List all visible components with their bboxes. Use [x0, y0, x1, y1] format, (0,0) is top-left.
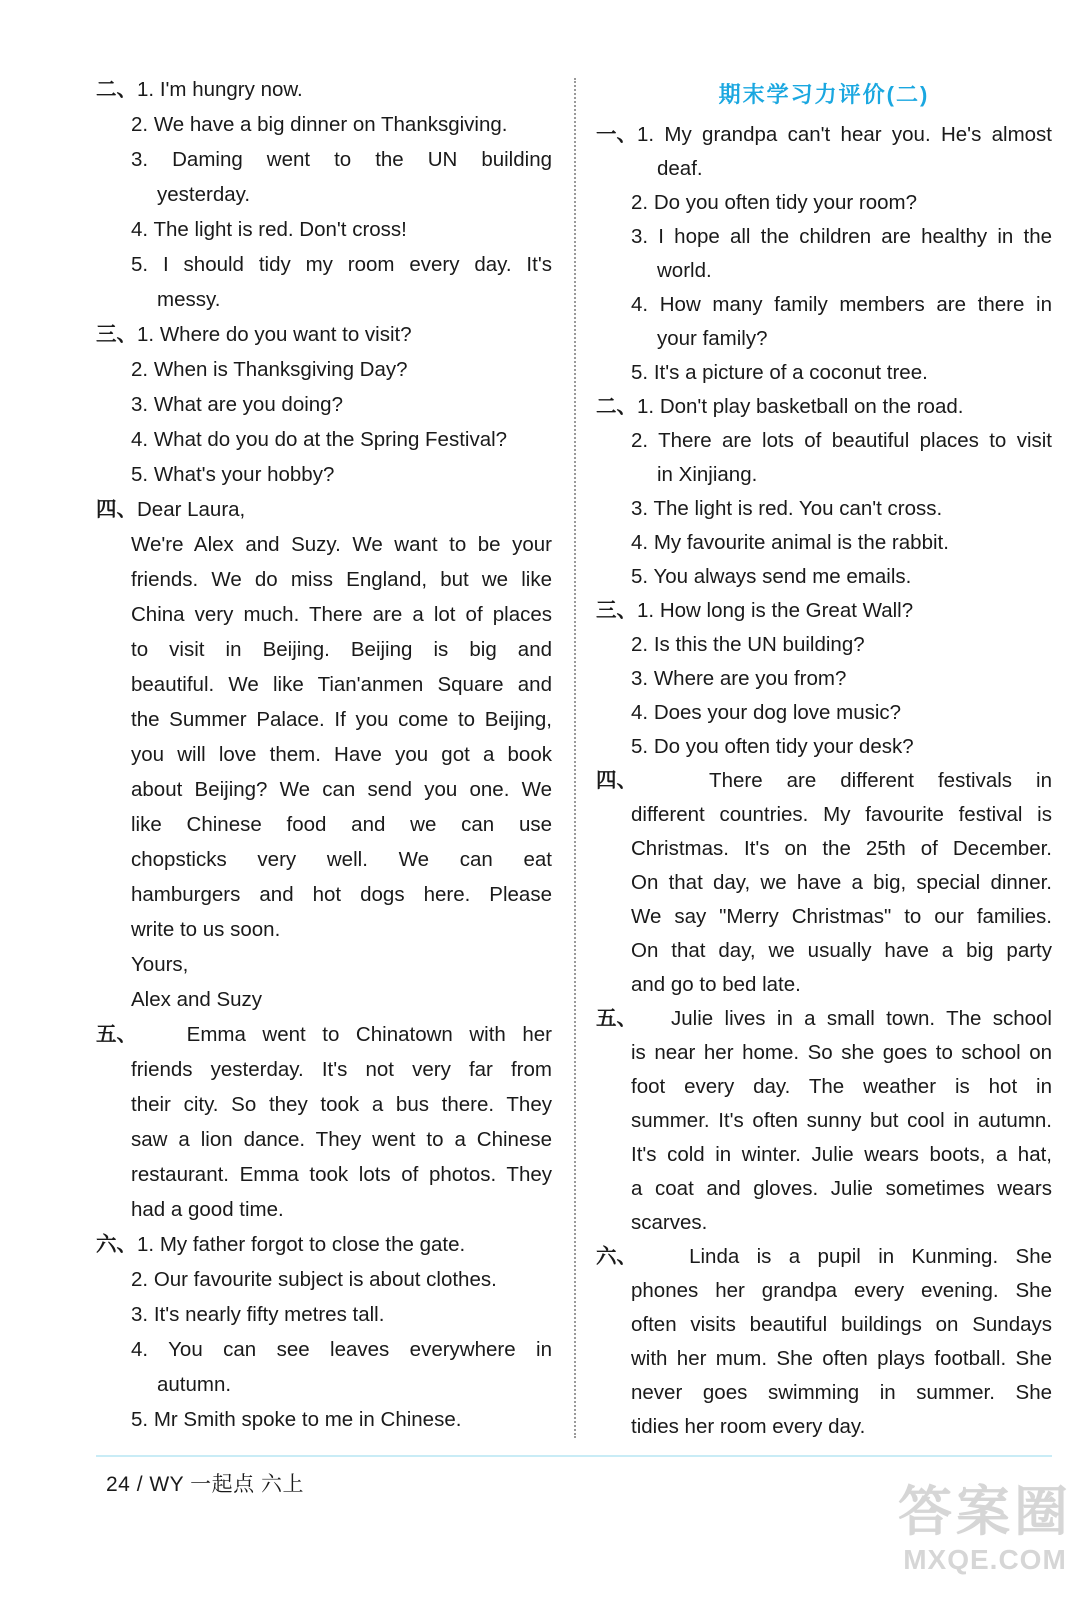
passage-line: a coat and gloves. Julie sometimes wears	[631, 1177, 1052, 1200]
item-number: 5.	[631, 565, 649, 588]
answer-text: What do you do at the Spring Festival?	[153, 428, 508, 451]
item-number: 2.	[631, 191, 649, 214]
answer-line	[96, 457, 552, 492]
section-label: 六、	[596, 1245, 637, 1268]
item-number: 5.	[631, 361, 649, 384]
passage-line: On that day, we usually have a big party	[631, 939, 1052, 962]
passage-line: their city. So they took a bus there. They	[131, 1093, 552, 1116]
answer-text: What are you doing?	[153, 393, 343, 416]
answer-line	[96, 247, 552, 282]
section-label: 四、	[96, 498, 137, 521]
answer-line	[596, 186, 1052, 220]
answer-text: It's a picture of a coconut tree.	[653, 361, 928, 384]
letter-line: write to us soon.	[131, 918, 281, 941]
answer-line	[96, 1332, 552, 1367]
item-number: 1.	[637, 599, 655, 622]
watermark-title: 答案圈	[898, 1482, 1072, 1542]
passage-line: summer. It's often sunny but cool in autumn.	[631, 1109, 1052, 1132]
answer-line	[596, 356, 1052, 390]
item-number: 3.	[131, 393, 149, 416]
answer-line	[596, 1240, 1052, 1274]
answer-line	[596, 390, 1052, 424]
passage-line: phones her grandpa every evening. She	[631, 1279, 1052, 1302]
answer-text: When is Thanksgiving Day?	[153, 358, 408, 381]
letter-line: China very much. There are a lot of places	[131, 603, 552, 626]
answer-text: Our favourite subject is about clothes.	[153, 1268, 497, 1291]
answer-text: The light is red. Don't cross!	[153, 218, 407, 241]
item-number: 4.	[631, 293, 649, 316]
answer-continuation: yesterday.	[157, 183, 251, 206]
item-number: 4.	[631, 701, 649, 724]
answer-line	[96, 317, 552, 352]
answer-text: Where are you from?	[653, 667, 847, 690]
item-number: 4.	[131, 218, 149, 241]
answer-text: My grandpa can't hear you. He's almost	[664, 123, 1052, 146]
passage-line: is near her home. So she goes to school on	[631, 1041, 1052, 1064]
answer-text: Mr Smith spoke to me in Chinese.	[153, 1408, 462, 1431]
answer-text: My father forgot to close the gate.	[159, 1233, 466, 1256]
answer-text: Does your dog love music?	[653, 701, 902, 724]
passage-first-line: Julie lives in a small town. The school	[671, 1007, 1052, 1030]
answer-text: There are lots of beautiful places to visit	[658, 429, 1052, 452]
passage-first-line: Emma went to Chinatown with her	[186, 1023, 552, 1046]
item-number: 1.	[637, 395, 655, 418]
left-column	[96, 72, 552, 1437]
item-number: 1.	[637, 123, 655, 146]
letter-signature: Alex and Suzy	[131, 988, 263, 1011]
item-number: 5.	[131, 1408, 149, 1431]
footer-rule	[96, 1455, 1052, 1457]
answer-text: Do you often tidy your desk?	[653, 735, 914, 758]
answer-line	[596, 662, 1052, 696]
passage-line: never goes swimming in summer. She	[631, 1381, 1052, 1404]
item-number: 5.	[131, 463, 149, 486]
answer-line	[596, 560, 1052, 594]
answer-continuation: deaf.	[657, 157, 703, 180]
answer-text: Don't play basketball on the road.	[659, 395, 964, 418]
answer-continuation: autumn.	[157, 1373, 232, 1396]
answer-line	[596, 526, 1052, 560]
answer-line	[96, 422, 552, 457]
answer-line	[596, 730, 1052, 764]
section-label: 五、	[96, 1023, 137, 1046]
answer-line	[596, 424, 1052, 458]
passage-line: saw a lion dance. They went to a Chinese	[131, 1128, 552, 1151]
passage-first-line: There are different festivals in	[709, 769, 1052, 792]
section-label: 三、	[596, 599, 637, 622]
answer-text: I should tidy my room every day. It's	[162, 253, 552, 276]
passage-line: restaurant. Emma took lots of photos. They	[131, 1163, 552, 1186]
section-label: 一、	[596, 123, 637, 146]
answer-line	[596, 288, 1052, 322]
answer-text: How many family members are there in	[659, 293, 1052, 316]
answer-text: How long is the Great Wall?	[659, 599, 914, 622]
item-number: 2.	[131, 113, 149, 136]
answer-text: What's your hobby?	[153, 463, 335, 486]
answer-line	[596, 764, 1052, 798]
item-number: 4.	[131, 1338, 149, 1361]
item-number: 3.	[131, 1303, 149, 1326]
passage-line: tidies her room every day.	[631, 1415, 866, 1438]
letter-line: chopsticks very well. We can eat	[131, 848, 552, 871]
answer-text: I hope all the children are healthy in the	[658, 225, 1052, 248]
answer-line	[96, 492, 552, 527]
letter-line: friends. We do miss England, but we like	[131, 568, 552, 591]
answer-line	[96, 72, 552, 107]
answer-text: Daming went to the UN building	[172, 148, 552, 171]
answer-line	[596, 628, 1052, 662]
section-label: 四、	[596, 769, 637, 792]
page-number-footer: 24 / WY 一起点 六上	[106, 1473, 304, 1496]
item-number: 2.	[131, 1268, 149, 1291]
item-number: 2.	[131, 358, 149, 381]
answer-line	[96, 352, 552, 387]
letter-line: like Chinese food and we can use	[131, 813, 552, 836]
item-number: 3.	[631, 225, 649, 248]
letter-line: hamburgers and hot dogs here. Please	[131, 883, 552, 906]
answer-line	[96, 1297, 552, 1332]
answer-continuation: messy.	[157, 288, 221, 311]
column-divider	[574, 78, 576, 1438]
passage-line: scarves.	[631, 1211, 708, 1234]
answer-text: I'm hungry now.	[159, 78, 303, 101]
answer-line	[96, 387, 552, 422]
letter-line: you will love them. Have you got a book	[131, 743, 552, 766]
answer-continuation: your family?	[657, 327, 768, 350]
answer-line	[96, 212, 552, 247]
passage-line: often visits beautiful buildings on Sundays	[631, 1313, 1052, 1336]
item-number: 3.	[631, 667, 649, 690]
section-label: 二、	[96, 78, 137, 101]
item-number: 4.	[131, 428, 149, 451]
answer-text: Is this the UN building?	[653, 633, 865, 656]
letter-line: about Beijing? We can send you one. We	[131, 778, 552, 801]
answer-line	[96, 142, 552, 177]
answer-line	[96, 107, 552, 142]
answer-text: Where do you want to visit?	[159, 323, 412, 346]
watermark-logo	[895, 1482, 1075, 1592]
passage-line: with her mum. She often plays football. She	[631, 1347, 1052, 1370]
answer-line	[96, 1227, 552, 1262]
answer-text: Do you often tidy your room?	[653, 191, 918, 214]
item-number: 1.	[137, 323, 155, 346]
passage-line: We say "Merry Christmas" to our families.	[631, 905, 1052, 928]
item-number: 4.	[631, 531, 649, 554]
answer-line	[596, 594, 1052, 628]
watermark-url: MXQE.COM	[903, 1544, 1067, 1575]
answer-line	[96, 1017, 552, 1052]
passage-line: and go to bed late.	[631, 973, 801, 996]
section-title: 期末学习力评价(二)	[718, 82, 930, 107]
letter-line: the Summer Palace. If you come to Beijing,	[131, 708, 552, 731]
answer-line	[96, 1402, 552, 1437]
item-number: 2.	[631, 429, 649, 452]
answer-line	[596, 492, 1052, 526]
item-number: 2.	[631, 633, 649, 656]
section-label: 六、	[96, 1233, 137, 1256]
section-label: 三、	[96, 323, 137, 346]
answer-continuation: in Xinjiang.	[657, 463, 758, 486]
answer-line	[96, 1262, 552, 1297]
item-number: 5.	[131, 253, 149, 276]
passage-line: On that day, we have a big, special dinner.	[631, 871, 1052, 894]
passage-line: had a good time.	[131, 1198, 284, 1221]
item-number: 3.	[131, 148, 149, 171]
letter-line: to visit in Beijing. Beijing is big and	[131, 638, 552, 661]
answer-text: You always send me emails.	[653, 565, 912, 588]
answer-continuation: world.	[657, 259, 712, 282]
answer-line	[596, 118, 1052, 152]
answer-text: My favourite animal is the rabbit.	[653, 531, 949, 554]
passage-line: friends yesterday. It's not very far from	[131, 1058, 552, 1081]
passage-line: It's cold in winter. Julie wears boots, a hat,	[631, 1143, 1052, 1166]
answer-text: It's nearly fifty metres tall.	[153, 1303, 385, 1326]
answer-text: You can see leaves everywhere in	[168, 1338, 552, 1361]
answer-line	[596, 1002, 1052, 1036]
passage-line: different countries. My favourite festival is	[631, 803, 1052, 826]
letter-line: We're Alex and Suzy. We want to be your	[131, 533, 552, 556]
section-label: 二、	[596, 395, 637, 418]
item-number: 1.	[137, 78, 155, 101]
right-column	[596, 72, 1052, 1444]
letter-greeting: Dear Laura,	[137, 498, 246, 521]
letter-line: beautiful. We like Tian'anmen Square and	[131, 673, 552, 696]
section-label: 五、	[596, 1007, 637, 1030]
letter-closing: Yours,	[131, 953, 189, 976]
passage-first-line: Linda is a pupil in Kunming. She	[689, 1245, 1052, 1268]
passage-line: Christmas. It's on the 25th of December.	[631, 837, 1052, 860]
passage-line: foot every day. The weather is hot in	[631, 1075, 1052, 1098]
item-number: 1.	[137, 1233, 155, 1256]
answer-text: We have a big dinner on Thanksgiving.	[153, 113, 508, 136]
answer-text: The light is red. You can't cross.	[653, 497, 943, 520]
item-number: 3.	[631, 497, 649, 520]
answer-line	[596, 220, 1052, 254]
answer-line	[596, 696, 1052, 730]
item-number: 5.	[631, 735, 649, 758]
